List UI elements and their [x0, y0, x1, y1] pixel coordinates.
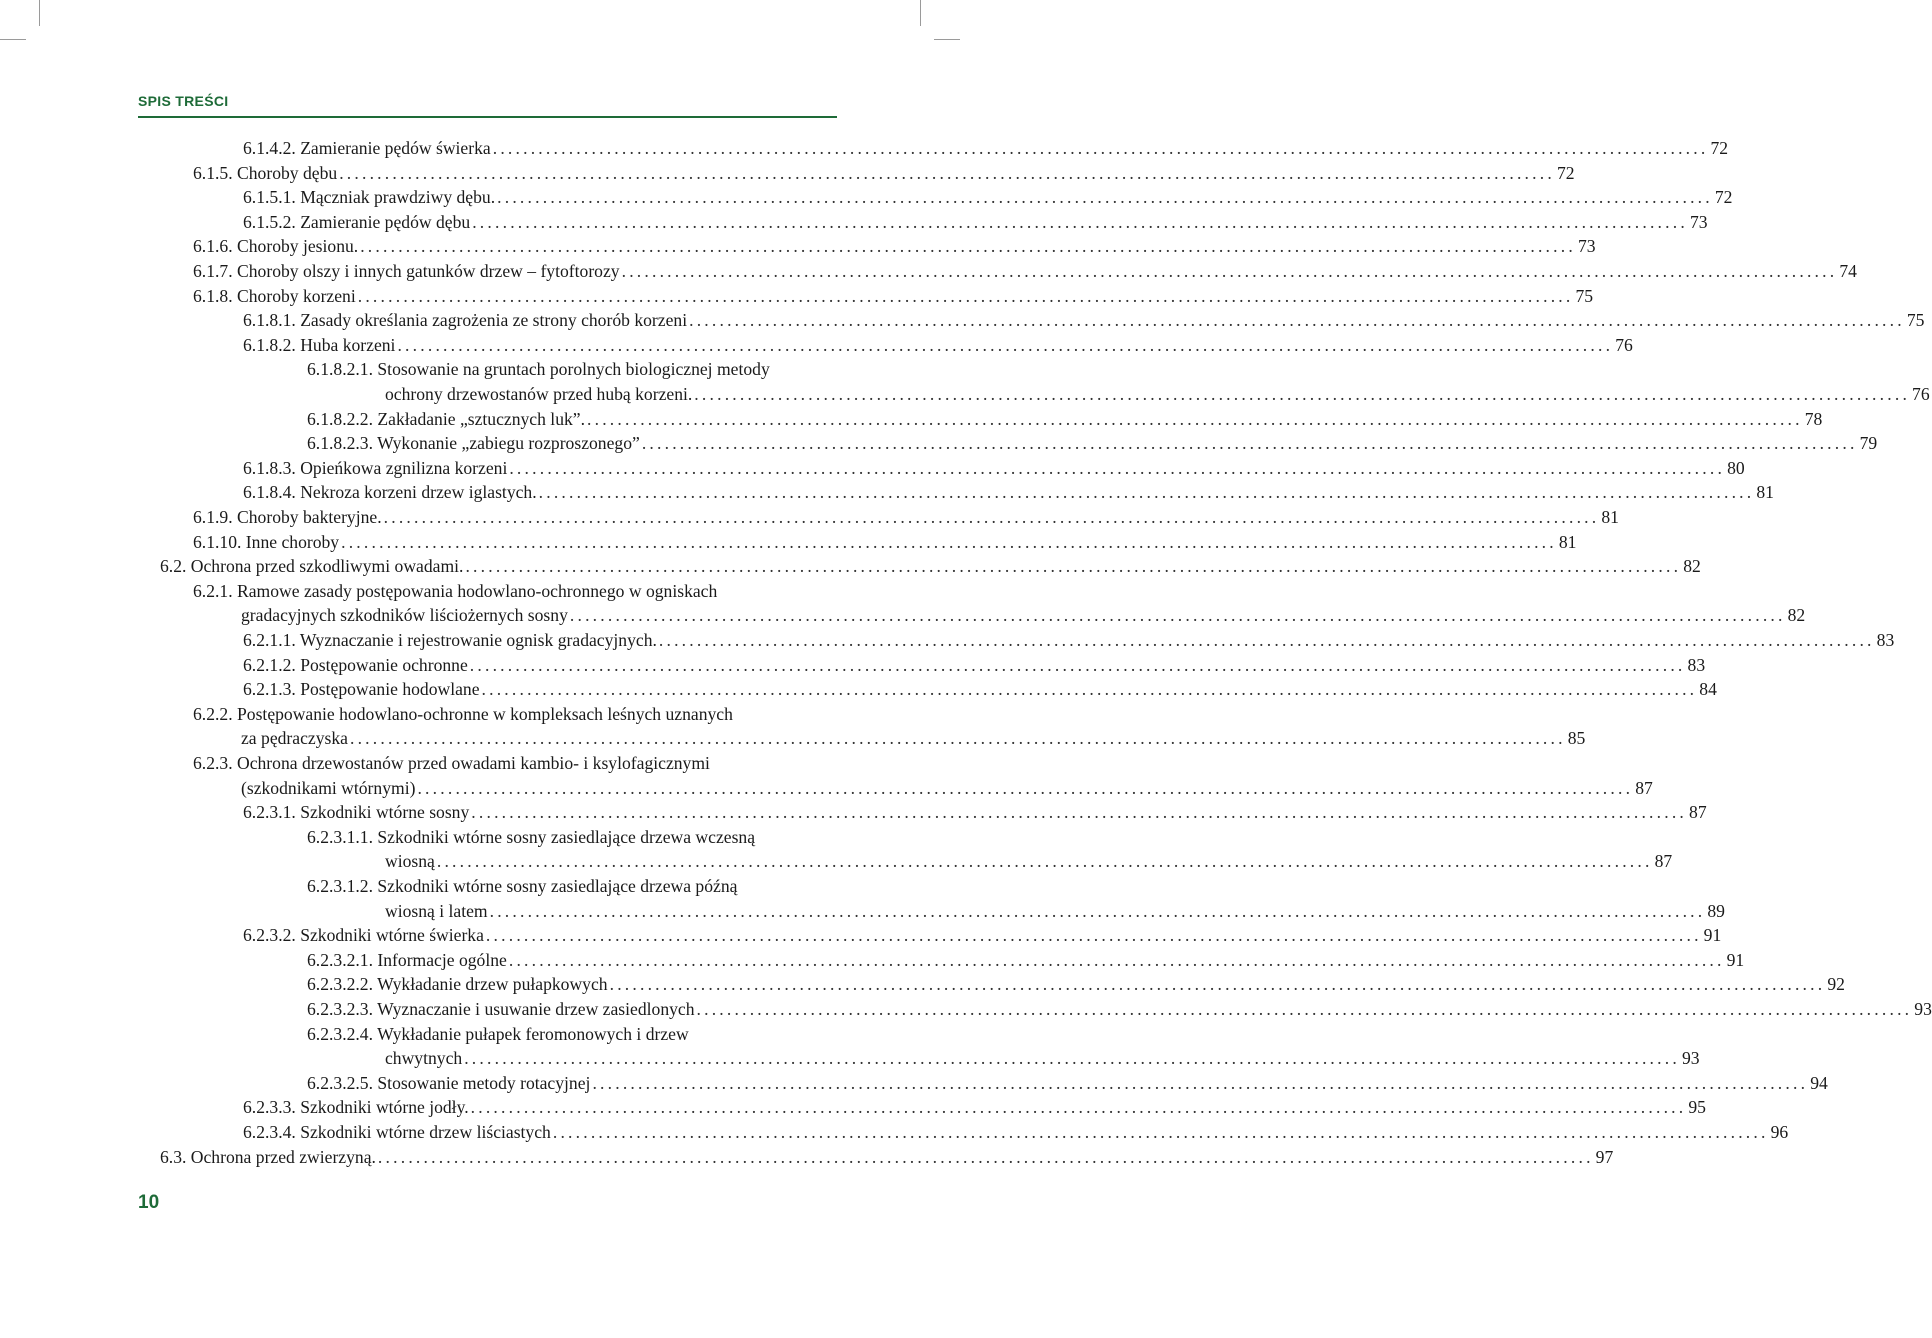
- toc-page-number: 72: [1556, 162, 1575, 183]
- toc-page-number: 73: [1689, 211, 1708, 232]
- dot-leader: ................................................................................................................................................................: [471, 802, 1688, 823]
- dot-leader: ................................................................................................................................................................: [481, 679, 1698, 700]
- toc-entry[interactable]: [160, 1145, 1614, 1170]
- toc-title: Ramowe zasady postępowania hodowlano-ochronnego w ogniskach: [237, 580, 718, 601]
- toc-number: 6.2.3.1.2.: [307, 876, 373, 896]
- toc-page-number: 87: [1635, 777, 1653, 798]
- toc-title: Inne choroby: [245, 531, 340, 552]
- toc-entry[interactable]: [193, 259, 1857, 284]
- toc-number: 6.1.5.2.: [243, 211, 296, 232]
- toc-entry[interactable]: [307, 407, 1823, 432]
- dot-leader: ................................................................................................................................................................: [694, 383, 1911, 404]
- toc-line: [307, 1071, 1828, 1096]
- toc-title: Wykładanie pułapek feromonowych i drzew: [377, 1023, 689, 1044]
- dot-leader: ................................................................................................................................................................: [538, 482, 1755, 503]
- toc-page-number: 83: [1876, 630, 1895, 650]
- toc-title: Stosowanie na gruntach porolnych biologicznej metody: [377, 359, 770, 380]
- toc-entry[interactable]: [193, 702, 1586, 751]
- dot-leader: ................................................................................................................................................................: [465, 556, 1682, 577]
- toc-line: [160, 1145, 1614, 1170]
- toc-line: [193, 505, 1619, 530]
- toc-entry[interactable]: [193, 161, 1575, 186]
- toc-page-number: 82: [1683, 556, 1701, 577]
- toc-title: Wykładanie drzew pułapkowych: [377, 974, 608, 995]
- toc-entry[interactable]: [193, 530, 1577, 555]
- toc-entry[interactable]: [307, 825, 1673, 874]
- toc-title: Informacje ogólne: [377, 949, 507, 970]
- toc-number: 6.1.8.1.: [243, 310, 296, 331]
- toc-number: 6.2.: [160, 556, 187, 577]
- toc-number: 6.1.8.4.: [243, 482, 296, 503]
- toc-entry[interactable]: [193, 751, 1653, 800]
- toc-line: [307, 825, 838, 850]
- toc-number: 6.2.3.4.: [243, 1122, 296, 1142]
- toc-page-number: 76: [1912, 383, 1930, 404]
- toc-entry[interactable]: [307, 357, 1930, 406]
- toc-page-number: 87: [1654, 851, 1673, 872]
- toc-title: Zakładanie „sztucznych luk”.: [377, 408, 585, 429]
- toc-page-number: 82: [1787, 605, 1806, 626]
- toc-line: [243, 1095, 1706, 1120]
- toc-page-number: 75: [1906, 310, 1925, 331]
- toc-number: 6.2.1.1.: [243, 630, 296, 650]
- toc-entry[interactable]: [193, 284, 1594, 309]
- toc-line: [307, 431, 1878, 456]
- toc-entry[interactable]: [243, 333, 1633, 358]
- toc-entry[interactable]: [307, 997, 1932, 1022]
- toc-page-number: 79: [1859, 433, 1878, 454]
- toc-title: Zamieranie pędów świerka: [300, 138, 491, 158]
- toc-entry[interactable]: [243, 480, 1774, 505]
- toc-page-number: 95: [1688, 1097, 1706, 1118]
- toc-title-continued: (szkodnikami wtórnymi): [241, 777, 416, 798]
- dot-leader: ................................................................................................................................................................: [470, 1097, 1687, 1118]
- dot-leader: ................................................................................................................................................................: [472, 211, 1688, 232]
- toc-number: 6.1.7.: [193, 261, 233, 281]
- dot-leader: ................................................................................................................................................................: [485, 925, 1702, 946]
- dot-leader: ................................................................................................................................................................: [592, 1072, 1809, 1093]
- toc-title: Postępowanie ochronne: [300, 654, 468, 675]
- toc-line: [193, 603, 1806, 628]
- toc-line: [243, 923, 1722, 948]
- toc-line: [307, 1022, 838, 1047]
- toc-entry[interactable]: [243, 308, 1925, 333]
- toc-number: 6.2.3.2.4.: [307, 1023, 373, 1044]
- toc-entry[interactable]: [243, 210, 1708, 235]
- toc-title: Choroby olszy i innych gatunków drzew – fytoftorozy: [237, 261, 620, 281]
- toc-line: [243, 185, 1733, 210]
- toc-number: 6.2.3.1.1.: [307, 826, 373, 847]
- toc-entry[interactable]: [243, 923, 1722, 948]
- dot-leader: ................................................................................................................................................................: [621, 261, 1838, 281]
- toc-entry[interactable]: [243, 456, 1745, 481]
- page-number: 10: [138, 1192, 160, 1213]
- dot-leader: ................................................................................................................................................................: [341, 531, 1557, 552]
- toc-title: Stosowanie metody rotacyjnej: [377, 1072, 591, 1093]
- toc-title-continued: chwytnych: [385, 1048, 463, 1069]
- dot-leader: ................................................................................................................................................................: [377, 1146, 1594, 1167]
- toc-title: Postępowanie hodowlano-ochronne w kompleksach leśnych uznanych: [237, 703, 733, 724]
- toc-number: 6.1.9.: [193, 507, 233, 527]
- toc-number: 6.1.5.: [193, 162, 233, 183]
- toc-number: 6.2.2.: [193, 703, 233, 724]
- toc-page-number: 76: [1615, 334, 1633, 355]
- toc-title: Huba korzeni: [300, 334, 396, 355]
- toc-entry[interactable]: [243, 136, 1729, 161]
- toc-entry[interactable]: [243, 628, 1895, 653]
- dot-leader: ................................................................................................................................................................: [508, 949, 1725, 970]
- toc-title: Choroby dębu: [237, 162, 338, 183]
- toc-page-number: 72: [1710, 138, 1729, 158]
- dot-leader: ................................................................................................................................................................: [552, 1122, 1769, 1142]
- toc-line: [193, 776, 1653, 801]
- dot-leader: ................................................................................................................................................................: [658, 630, 1875, 650]
- header-rule: [138, 116, 837, 118]
- toc-title-continued: za pędraczyska: [241, 728, 348, 749]
- toc-line: [193, 161, 1575, 186]
- crop-mark-top-right: [920, 0, 921, 26]
- toc-page-number: 96: [1770, 1122, 1789, 1142]
- toc-line: [193, 702, 838, 727]
- toc-page-number: 91: [1703, 925, 1722, 946]
- toc-number: 6.1.8.: [193, 285, 233, 306]
- toc-title: Szkodniki wtórne sosny: [300, 802, 470, 823]
- toc-line: [243, 210, 1708, 235]
- toc-line: [193, 579, 838, 604]
- toc-number: 6.1.10.: [193, 531, 242, 552]
- toc-page-number: 80: [1727, 457, 1745, 478]
- toc-title: Mączniak prawdziwy dębu.: [300, 187, 496, 208]
- dot-leader: ................................................................................................................................................................: [569, 605, 1786, 626]
- toc-line: [243, 677, 1717, 702]
- dot-leader: ................................................................................................................................................................: [397, 334, 1614, 355]
- toc-title: Szkodniki wtórne jodły.: [300, 1097, 469, 1118]
- toc-line: [193, 284, 1594, 309]
- toc-page-number: 89: [1707, 900, 1725, 921]
- toc-entry[interactable]: [243, 1095, 1706, 1120]
- toc-entry[interactable]: [307, 1071, 1828, 1096]
- toc-entry[interactable]: [307, 1022, 1700, 1071]
- toc-line: [243, 136, 1729, 161]
- toc-title: Szkodniki wtórne świerka: [300, 925, 484, 946]
- toc-entry[interactable]: [243, 677, 1717, 702]
- toc-entry[interactable]: [160, 554, 1701, 579]
- dot-leader: ................................................................................................................................................................: [497, 187, 1713, 208]
- toc-line: [307, 972, 1845, 997]
- toc-page-number: 92: [1827, 974, 1845, 995]
- toc-line: [307, 948, 1745, 973]
- toc-number: 6.2.3.2.3.: [307, 999, 373, 1019]
- toc-line: [307, 874, 838, 899]
- toc-line: [243, 628, 1895, 653]
- toc-entry[interactable]: [243, 1120, 1789, 1145]
- toc-line: [307, 849, 1673, 874]
- dot-leader: ................................................................................................................................................................: [609, 974, 1826, 995]
- toc-line: [243, 480, 1774, 505]
- toc-page-number: 93: [1681, 1048, 1700, 1069]
- toc-title: Choroby jesionu.: [237, 236, 359, 257]
- toc-number: 6.2.3.: [193, 753, 233, 773]
- dot-leader: ................................................................................................................................................................: [436, 851, 1653, 872]
- toc-entry[interactable]: [307, 874, 1725, 923]
- toc-page-number: 74: [1839, 261, 1857, 281]
- toc-title: Opieńkowa zgnilizna korzeni: [300, 457, 508, 478]
- dot-leader: ................................................................................................................................................................: [417, 777, 1634, 798]
- toc-title: Wykonanie „zabiegu rozproszonego”: [377, 433, 640, 454]
- toc-title: Postępowanie hodowlane: [300, 679, 480, 700]
- toc-title: Ochrona przed szkodliwymi owadami.: [190, 556, 464, 577]
- toc-line: [243, 308, 1925, 333]
- toc-line: [307, 407, 1823, 432]
- toc-line: [307, 899, 1725, 924]
- toc-number: 6.2.1.3.: [243, 679, 296, 700]
- dot-leader: ................................................................................................................................................................: [464, 1048, 1680, 1069]
- dot-leader: ................................................................................................................................................................: [492, 138, 1709, 158]
- toc-title: Zasady określania zagrożenia ze strony chorób korzeni: [300, 310, 688, 331]
- toc-line: [193, 259, 1857, 284]
- toc-page-number: 93: [1914, 999, 1932, 1019]
- toc-line: [243, 800, 1707, 825]
- toc-entry[interactable]: [243, 800, 1707, 825]
- toc-number: 6.2.3.2.5.: [307, 1072, 373, 1093]
- toc-page-number: 97: [1595, 1146, 1614, 1167]
- toc-number: 6.1.4.2.: [243, 138, 296, 158]
- toc-page-number: 81: [1601, 507, 1619, 527]
- toc-line: [193, 530, 1577, 555]
- toc-title: Szkodniki wtórne sosny zasiedlające drzewa późną: [377, 876, 738, 896]
- toc-number: 6.2.1.2.: [243, 654, 296, 675]
- toc-line: [307, 382, 1930, 407]
- toc-line: [193, 726, 1586, 751]
- toc-page-number: 85: [1567, 728, 1586, 749]
- crop-mark-top-left: [39, 0, 40, 26]
- toc-line: [243, 1120, 1789, 1145]
- dot-leader: ................................................................................................................................................................: [339, 162, 1555, 183]
- toc-page-number: 81: [1558, 531, 1577, 552]
- toc-page-number: 94: [1810, 1072, 1828, 1093]
- toc-title-continued: wiosną: [385, 851, 435, 872]
- toc-entry[interactable]: [193, 234, 1596, 259]
- toc-entry[interactable]: [193, 579, 1806, 628]
- toc-number: 6.3.: [160, 1146, 187, 1167]
- toc-title-continued: wiosną i latem: [385, 900, 488, 921]
- toc-number: 6.1.5.1.: [243, 187, 296, 208]
- toc-page-number: 87: [1689, 802, 1707, 823]
- toc-title: Wyznaczanie i usuwanie drzew zasiedlonych: [377, 999, 695, 1019]
- dot-leader: ................................................................................................................................................................: [489, 900, 1706, 921]
- toc-page-number: 83: [1687, 654, 1706, 675]
- dot-leader: ................................................................................................................................................................: [641, 433, 1858, 454]
- dot-leader: ................................................................................................................................................................: [383, 507, 1600, 527]
- toc-line: [307, 357, 838, 382]
- toc-page-number: 72: [1714, 187, 1733, 208]
- toc-title: Choroby bakteryjne.: [237, 507, 382, 527]
- dot-leader: ................................................................................................................................................................: [509, 457, 1726, 478]
- toc-title: Choroby korzeni: [237, 285, 356, 306]
- toc-page-number: 91: [1726, 949, 1745, 970]
- toc-line: [160, 554, 1701, 579]
- toc-number: 6.1.6.: [193, 236, 233, 257]
- toc-line: [243, 456, 1745, 481]
- toc-number: 6.1.8.2.2.: [307, 408, 373, 429]
- toc-number: 6.2.3.2.1.: [307, 949, 373, 970]
- toc-number: 6.2.3.1.: [243, 802, 296, 823]
- toc-entry[interactable]: [307, 431, 1878, 456]
- toc-page-number: 75: [1575, 285, 1594, 306]
- dot-leader: ................................................................................................................................................................: [360, 236, 1576, 257]
- toc-number: 6.1.8.3.: [243, 457, 296, 478]
- dot-leader: ................................................................................................................................................................: [349, 728, 1566, 749]
- toc-entry[interactable]: [307, 948, 1745, 973]
- toc-line: [243, 333, 1633, 358]
- dot-leader: ................................................................................................................................................................: [357, 285, 1574, 306]
- dot-leader: ................................................................................................................................................................: [696, 999, 1913, 1019]
- toc-title: Ochrona przed zwierzyną.: [190, 1146, 376, 1167]
- toc-number: 6.2.3.3.: [243, 1097, 296, 1118]
- section-header: SPIS TREŚCI: [138, 93, 229, 109]
- toc-number: 6.1.8.2.1.: [307, 359, 373, 380]
- toc-title-continued: gradacyjnych szkodników liściożernych sosny: [241, 605, 568, 626]
- toc-number: 6.2.3.2.: [243, 925, 296, 946]
- toc-title-continued: ochrony drzewostanów przed hubą korzeni.: [385, 383, 693, 404]
- toc-line: [307, 1046, 1700, 1071]
- toc-page-number: 78: [1804, 408, 1823, 429]
- toc-title: Nekroza korzeni drzew iglastych.: [300, 482, 537, 503]
- toc-title: Szkodniki wtórne sosny zasiedlające drzewa wczesną: [377, 826, 756, 847]
- toc-page-number: 73: [1577, 236, 1596, 257]
- toc-entry[interactable]: [193, 505, 1619, 530]
- toc-title: Zamieranie pędów dębu: [300, 211, 471, 232]
- dot-leader: ................................................................................................................................................................: [587, 408, 1803, 429]
- toc-title: Wyznaczanie i rejestrowanie ognisk gradacyjnych.: [299, 630, 657, 650]
- crop-mark-top-left-h: [0, 39, 26, 40]
- toc-title: Szkodniki wtórne drzew liściastych: [300, 1122, 551, 1142]
- toc-number: 6.1.8.2.3.: [307, 433, 373, 454]
- toc-line: [193, 751, 838, 776]
- toc-line: [307, 997, 1932, 1022]
- toc-number: 6.1.8.2.: [243, 334, 296, 355]
- dot-leader: ................................................................................................................................................................: [469, 654, 1686, 675]
- crop-mark-top-right-h: [934, 39, 960, 40]
- toc-page-number: 81: [1756, 482, 1774, 503]
- toc-line: [193, 234, 1596, 259]
- toc-line: [243, 653, 1706, 678]
- dot-leader: ................................................................................................................................................................: [689, 310, 1905, 331]
- toc-page-number: 84: [1699, 679, 1717, 700]
- toc-entry[interactable]: [307, 972, 1845, 997]
- toc-entry[interactable]: [243, 653, 1706, 678]
- toc-number: 6.2.1.: [193, 580, 233, 601]
- toc-title: Ochrona drzewostanów przed owadami kambio- i ksylofagicznymi: [237, 753, 710, 773]
- toc-entry[interactable]: [243, 185, 1733, 210]
- toc-number: 6.2.3.2.2.: [307, 974, 373, 995]
